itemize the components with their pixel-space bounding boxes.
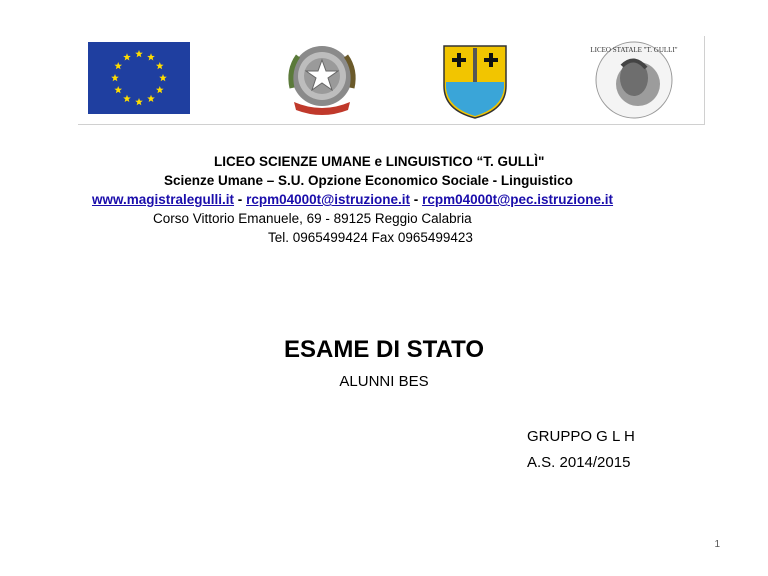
school-address: Corso Vittorio Emanuele, 69 - 89125 Reggio Calabria [153, 211, 472, 226]
link-separator: - [237, 192, 243, 207]
school-name: LICEO SCIENZE UMANE e LINGUISTICO “T. GULLÌ" [214, 154, 545, 169]
school-courses: Scienze Umane – S.U. Opzione Economico Sociale - Linguistico [164, 173, 573, 188]
group-name: GRUPPO G L H [527, 428, 635, 445]
pec-email-link[interactable]: rcpm04000t@pec.istruzione.it [422, 192, 614, 207]
school-year: A.S. 2014/2015 [527, 454, 631, 471]
school-seal-logo [588, 38, 680, 122]
email-link[interactable]: rcpm04000t@istruzione.it [246, 192, 411, 207]
italian-republic-emblem [284, 40, 360, 118]
school-phone-fax: Tel. 0965499424 Fax 0965499423 [268, 230, 473, 245]
link-separator: - [413, 192, 419, 207]
website-link[interactable]: www.magistralegulli.it [92, 192, 235, 207]
calabria-region-emblem [438, 40, 512, 120]
logo-strip [78, 36, 705, 125]
page-subtitle: ALUNNI BES [339, 373, 429, 390]
group-block [527, 424, 635, 476]
eu-flag-logo [88, 42, 190, 114]
page-number: 1 [714, 539, 720, 550]
school-seal-text: LICEO STATALE "T. GULLI" [590, 46, 678, 54]
contact-links [92, 190, 613, 209]
page-title: ESAME DI STATO [283, 336, 484, 363]
